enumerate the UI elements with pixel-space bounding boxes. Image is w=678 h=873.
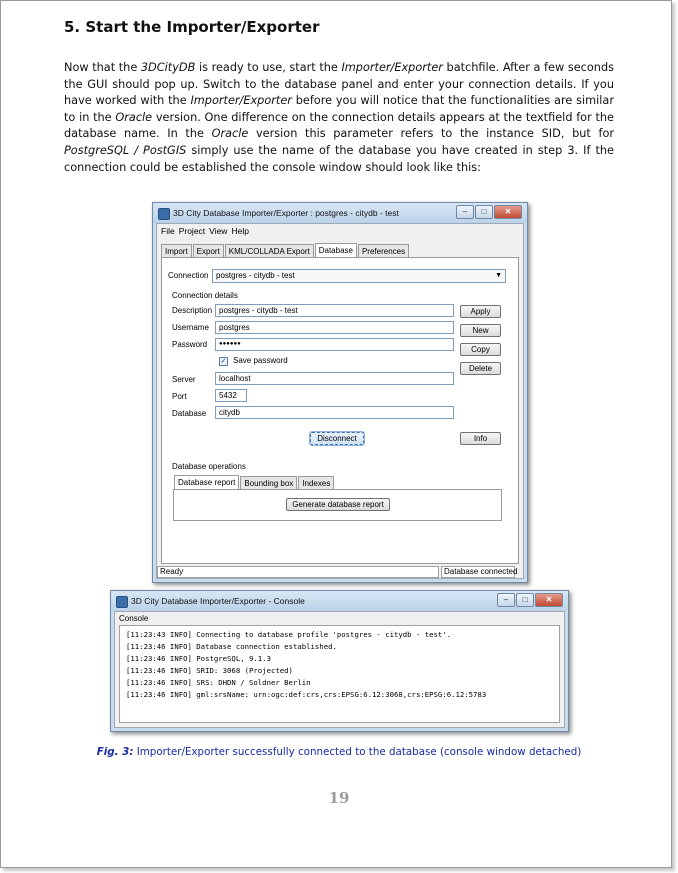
statusbar xyxy=(157,566,523,578)
description-field[interactable]: postgres - citydb - test xyxy=(215,304,454,317)
close-icon[interactable]: ✕ xyxy=(494,205,522,219)
apply-button[interactable]: Apply xyxy=(460,305,501,318)
menu-help[interactable]: Help xyxy=(231,226,249,236)
username-field[interactable]: postgres xyxy=(215,321,454,334)
app-icon xyxy=(116,596,128,608)
connection-label: Connection xyxy=(168,271,209,280)
tab-database-report[interactable]: Database report xyxy=(174,475,239,490)
menu-view[interactable]: View xyxy=(209,226,228,236)
description-label: Description xyxy=(172,306,213,315)
password-field[interactable]: ●●●●●● xyxy=(215,338,454,351)
database-panel xyxy=(161,257,519,564)
database-field[interactable]: citydb xyxy=(215,406,454,419)
console-line: [11:23:43 INFO] Connecting to database profile 'postgres - citydb - test'. xyxy=(126,630,452,639)
tab-preferences[interactable]: Preferences xyxy=(358,244,409,257)
database-report-panel xyxy=(173,489,502,521)
copy-button[interactable]: Copy xyxy=(460,343,501,356)
port-field[interactable]: 5432 xyxy=(215,389,247,402)
console-line: [11:23:46 INFO] SRS: DHDN / Soldner Berlin xyxy=(126,678,311,687)
database-operations-heading: Database operations xyxy=(172,462,246,471)
console-title: 3D City Database Importer/Exporter - Console xyxy=(131,596,305,606)
status-connection: Database connected xyxy=(441,566,515,578)
save-password-label: Save password xyxy=(233,356,288,365)
username-label: Username xyxy=(172,323,209,332)
window-client xyxy=(156,223,524,579)
menubar xyxy=(157,224,523,237)
app-icon xyxy=(158,208,170,220)
page-number: 19 xyxy=(328,789,350,807)
console-label: Console xyxy=(119,614,149,623)
info-button[interactable]: Info xyxy=(460,432,501,445)
console-line: [11:23:46 INFO] PostgreSQL, 9.1.3 xyxy=(126,654,271,663)
status-ready: Ready xyxy=(157,566,439,578)
connection-select[interactable] xyxy=(212,269,506,283)
delete-button[interactable]: Delete xyxy=(460,362,501,375)
tab-kml-collada-export[interactable]: KML/COLLADA Export xyxy=(225,244,314,257)
database-label: Database xyxy=(172,409,207,418)
console-titlebar[interactable] xyxy=(111,591,568,611)
tab-database[interactable]: Database xyxy=(315,243,357,258)
save-password-checkbox[interactable]: ✓ xyxy=(220,358,227,365)
chevron-down-icon: ▼ xyxy=(495,272,502,279)
menu-project[interactable]: Project xyxy=(178,226,206,236)
console-line: [11:23:46 INFO] gml:srsName: urn:ogc:def:crs,crs:EPSG:6.12:3068,crs:EPSG:6.12:5783 xyxy=(126,690,487,699)
maximize-icon[interactable]: □ xyxy=(475,205,493,219)
section-heading: 5. Start the Importer/Exporter xyxy=(64,18,320,36)
console-window xyxy=(110,590,569,732)
body-paragraph: Now that the 3DCityDB is ready to use, start the Importer/Exporter batchfile. After a few seconds the GUI should pop up. Switch to the database panel and enter your connection details. If you have worked with the Importer/Exporter before you will notice that the functionalities are similar to in the Oracle version. One difference on the connection details appears at the textfield for the database name. In the Oracle version this parameter refers to the instance SID, but for PostgreSQL / PostGIS simply use the name of the database you have created in step 3. If the connection could be established the console window should look like this: xyxy=(64,61,615,174)
window-title: 3D City Database Importer/Exporter : postgres - citydb - test xyxy=(173,208,399,218)
password-label: Password xyxy=(172,340,208,349)
console-output[interactable] xyxy=(119,625,560,723)
new-button[interactable]: New xyxy=(460,324,501,337)
close-icon[interactable]: ✕ xyxy=(535,593,563,607)
figure-caption: Fig. 3: Importer/Exporter successfully connected to the database (console window detached) xyxy=(96,746,582,758)
menu-file[interactable]: File xyxy=(161,226,175,236)
tab-bounding-box[interactable]: Bounding box xyxy=(240,476,297,489)
console-line: [11:23:46 INFO] Database connection established. xyxy=(126,642,337,651)
disconnect-button[interactable]: Disconnect xyxy=(310,432,364,445)
console-line: [11:23:46 INFO] SRID: 3068 (Projected) xyxy=(126,666,293,675)
minimize-icon[interactable]: – xyxy=(497,593,515,607)
generate-report-button[interactable]: Generate database report xyxy=(286,498,390,511)
port-label: Port xyxy=(172,392,187,401)
tab-import[interactable]: Import xyxy=(161,244,192,257)
minimize-icon[interactable]: – xyxy=(456,205,474,219)
operations-tabs xyxy=(174,476,335,490)
connection-value: postgres - citydb - test xyxy=(216,271,295,280)
main-tabs xyxy=(161,244,410,256)
tab-indexes[interactable]: Indexes xyxy=(298,476,334,489)
server-field[interactable]: localhost xyxy=(215,372,454,385)
window-titlebar[interactable] xyxy=(153,203,527,223)
importer-exporter-window xyxy=(152,202,528,583)
maximize-icon[interactable]: □ xyxy=(516,593,534,607)
server-label: Server xyxy=(172,375,196,384)
console-client xyxy=(114,611,565,728)
tab-export[interactable]: Export xyxy=(193,244,224,257)
connection-details-heading: Connection details xyxy=(172,291,238,300)
